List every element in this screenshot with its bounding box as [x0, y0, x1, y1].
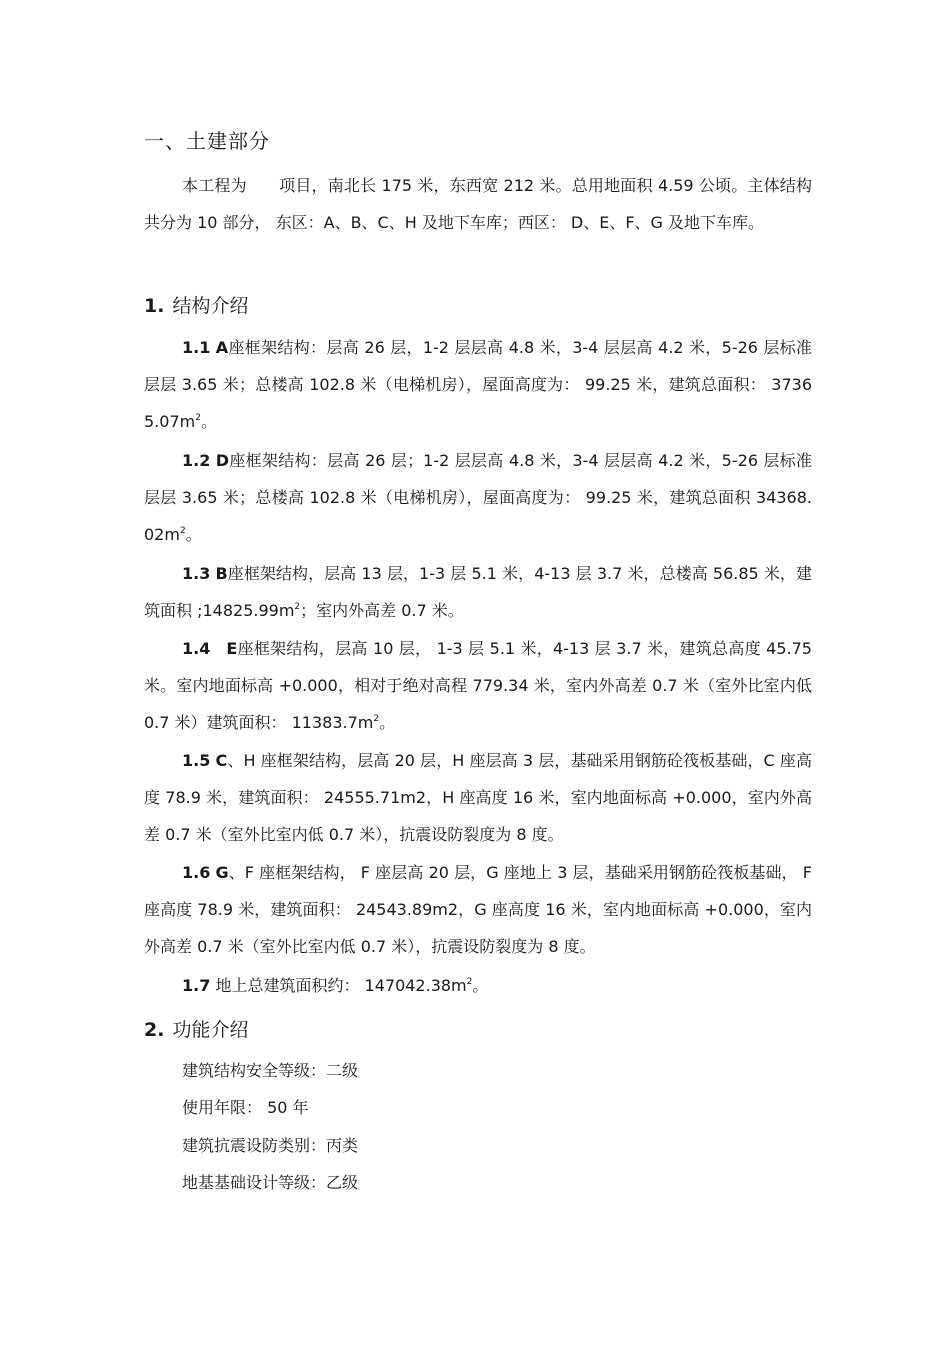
item-superscript: 2 — [179, 526, 186, 536]
function-item-foundation-grade: 地基基础设计等级：乙级 — [182, 1173, 359, 1192]
item-number: 1.5 — [182, 751, 211, 770]
item-number: 1.6 — [182, 863, 211, 882]
structure-item-1-5 — [144, 742, 812, 853]
item-letter: B — [215, 564, 228, 583]
item-letter: E — [226, 639, 238, 658]
item-tail: 。 — [200, 412, 217, 431]
item-letter: C — [215, 751, 228, 770]
item-superscript: 2 — [294, 602, 301, 612]
structure-item-1-2 — [144, 442, 812, 553]
item-text: 座框架结构：层高 26 层，1-2 层层高 4.8 米，3-4 层层高 4.2 米，5-26 层标准层层 3.65 米；总楼高 102.8 米（电梯机房），屋面高度为： 99.25 米，建筑总面积： 37365.07m — [144, 338, 812, 431]
item-tail: 。 — [379, 713, 396, 732]
item-number: 1.1 — [182, 338, 211, 357]
section-title: 一、土建部分 — [144, 129, 270, 153]
structure-item-1-4 — [144, 630, 812, 741]
item-letter: A — [215, 338, 229, 357]
function-heading-text: 功能介绍 — [172, 1019, 249, 1041]
item-letter: D — [215, 451, 230, 470]
item-letter: G — [215, 863, 229, 882]
intro-paragraph: 本工程为 项目，南北长 175 米，东西宽 212 米。总用地面积 4.59 公顷。主体结构共分为 10 部分， 东区：A、B、C、H 及地下车库；西区： D、E、F、G 及地下车库。 — [144, 176, 812, 232]
item-number: 1.3 — [182, 564, 211, 583]
function-heading-number: 2. — [144, 1019, 165, 1041]
item-number: 1.4 — [182, 639, 211, 658]
function-item-safety-grade: 建筑结构安全等级：二级 — [182, 1061, 359, 1080]
item-tail: 。 — [185, 525, 202, 544]
structure-item-1-6 — [144, 854, 812, 965]
item-tail: ；室内外高差 0.7 米。 — [300, 601, 464, 620]
item-text: 座框架结构：层高 26 层；1-2 层层高 4.8 米，3-4 层层高 4.2 米，5-26 层标准层层 3.65 米；总楼高 102.8 米（电梯机房），屋面高度为： 99.25 米，建筑总面积 34368.02m — [144, 451, 812, 544]
structure-item-1-1 — [144, 329, 812, 440]
structure-heading-number: 1. — [144, 295, 165, 317]
item-superscript: 2 — [195, 413, 201, 423]
structure-item-1-3 — [144, 555, 812, 629]
item-superscript: 2 — [466, 977, 473, 987]
function-item-seismic-category: 建筑抗震设防类别：丙类 — [182, 1136, 359, 1155]
item-text: 座框架结构，层高 13 层，1-3 层 5.1 米，4-13 层 3.7 米，总楼高 56.85 米，建筑面积 ;14825.99m — [144, 564, 812, 620]
item-text: 、F 座框架结构， F 座层高 20 层，G 座地上 3 层，基础采用钢筋砼筏板基础， F 座高度 78.9 米，建筑面积： 24543.89m2，G 座高度 16 米，室内地面标高 +0.000，室内外高差 0.7 米（室外比室内低 0.7 米），抗震设防裂度为 8 度。 — [144, 863, 812, 956]
item-text: 座框架结构，层高 10 层， 1-3 层 5.1 米，4-13 层 3.7 米，建筑总高度 45.75 米。室内地面标高 +0.000，相对于绝对高程 779.34 米，室内外高差 0.7 米（室外比室内低 0.7 米）建筑面积： 11383.7m — [144, 639, 812, 732]
structure-heading-text: 结构介绍 — [172, 295, 249, 317]
item-text: 地上总建筑面积约： 147042.38m — [215, 976, 467, 995]
item-text: 、H 座框架结构，层高 20 层，H 座层高 3 层，基础采用钢筋砼筏板基础，C 座高度 78.9 米，建筑面积： 24555.71m2，H 座高度 16 米，室内地面标高 +0.000，室内外高差 0.7 米（室外比室内低 0.7 米），抗震设防裂度为 8 度。 — [144, 751, 812, 844]
item-number: 1.2 — [182, 451, 211, 470]
function-heading — [144, 1017, 812, 1043]
item-superscript: 2 — [373, 714, 380, 724]
item-tail: 。 — [472, 976, 489, 995]
structure-item-1-7 — [144, 967, 812, 1004]
item-number: 1.7 — [182, 976, 211, 995]
structure-heading — [144, 293, 812, 319]
function-item-service-life: 使用年限： 50 年 — [182, 1098, 309, 1117]
